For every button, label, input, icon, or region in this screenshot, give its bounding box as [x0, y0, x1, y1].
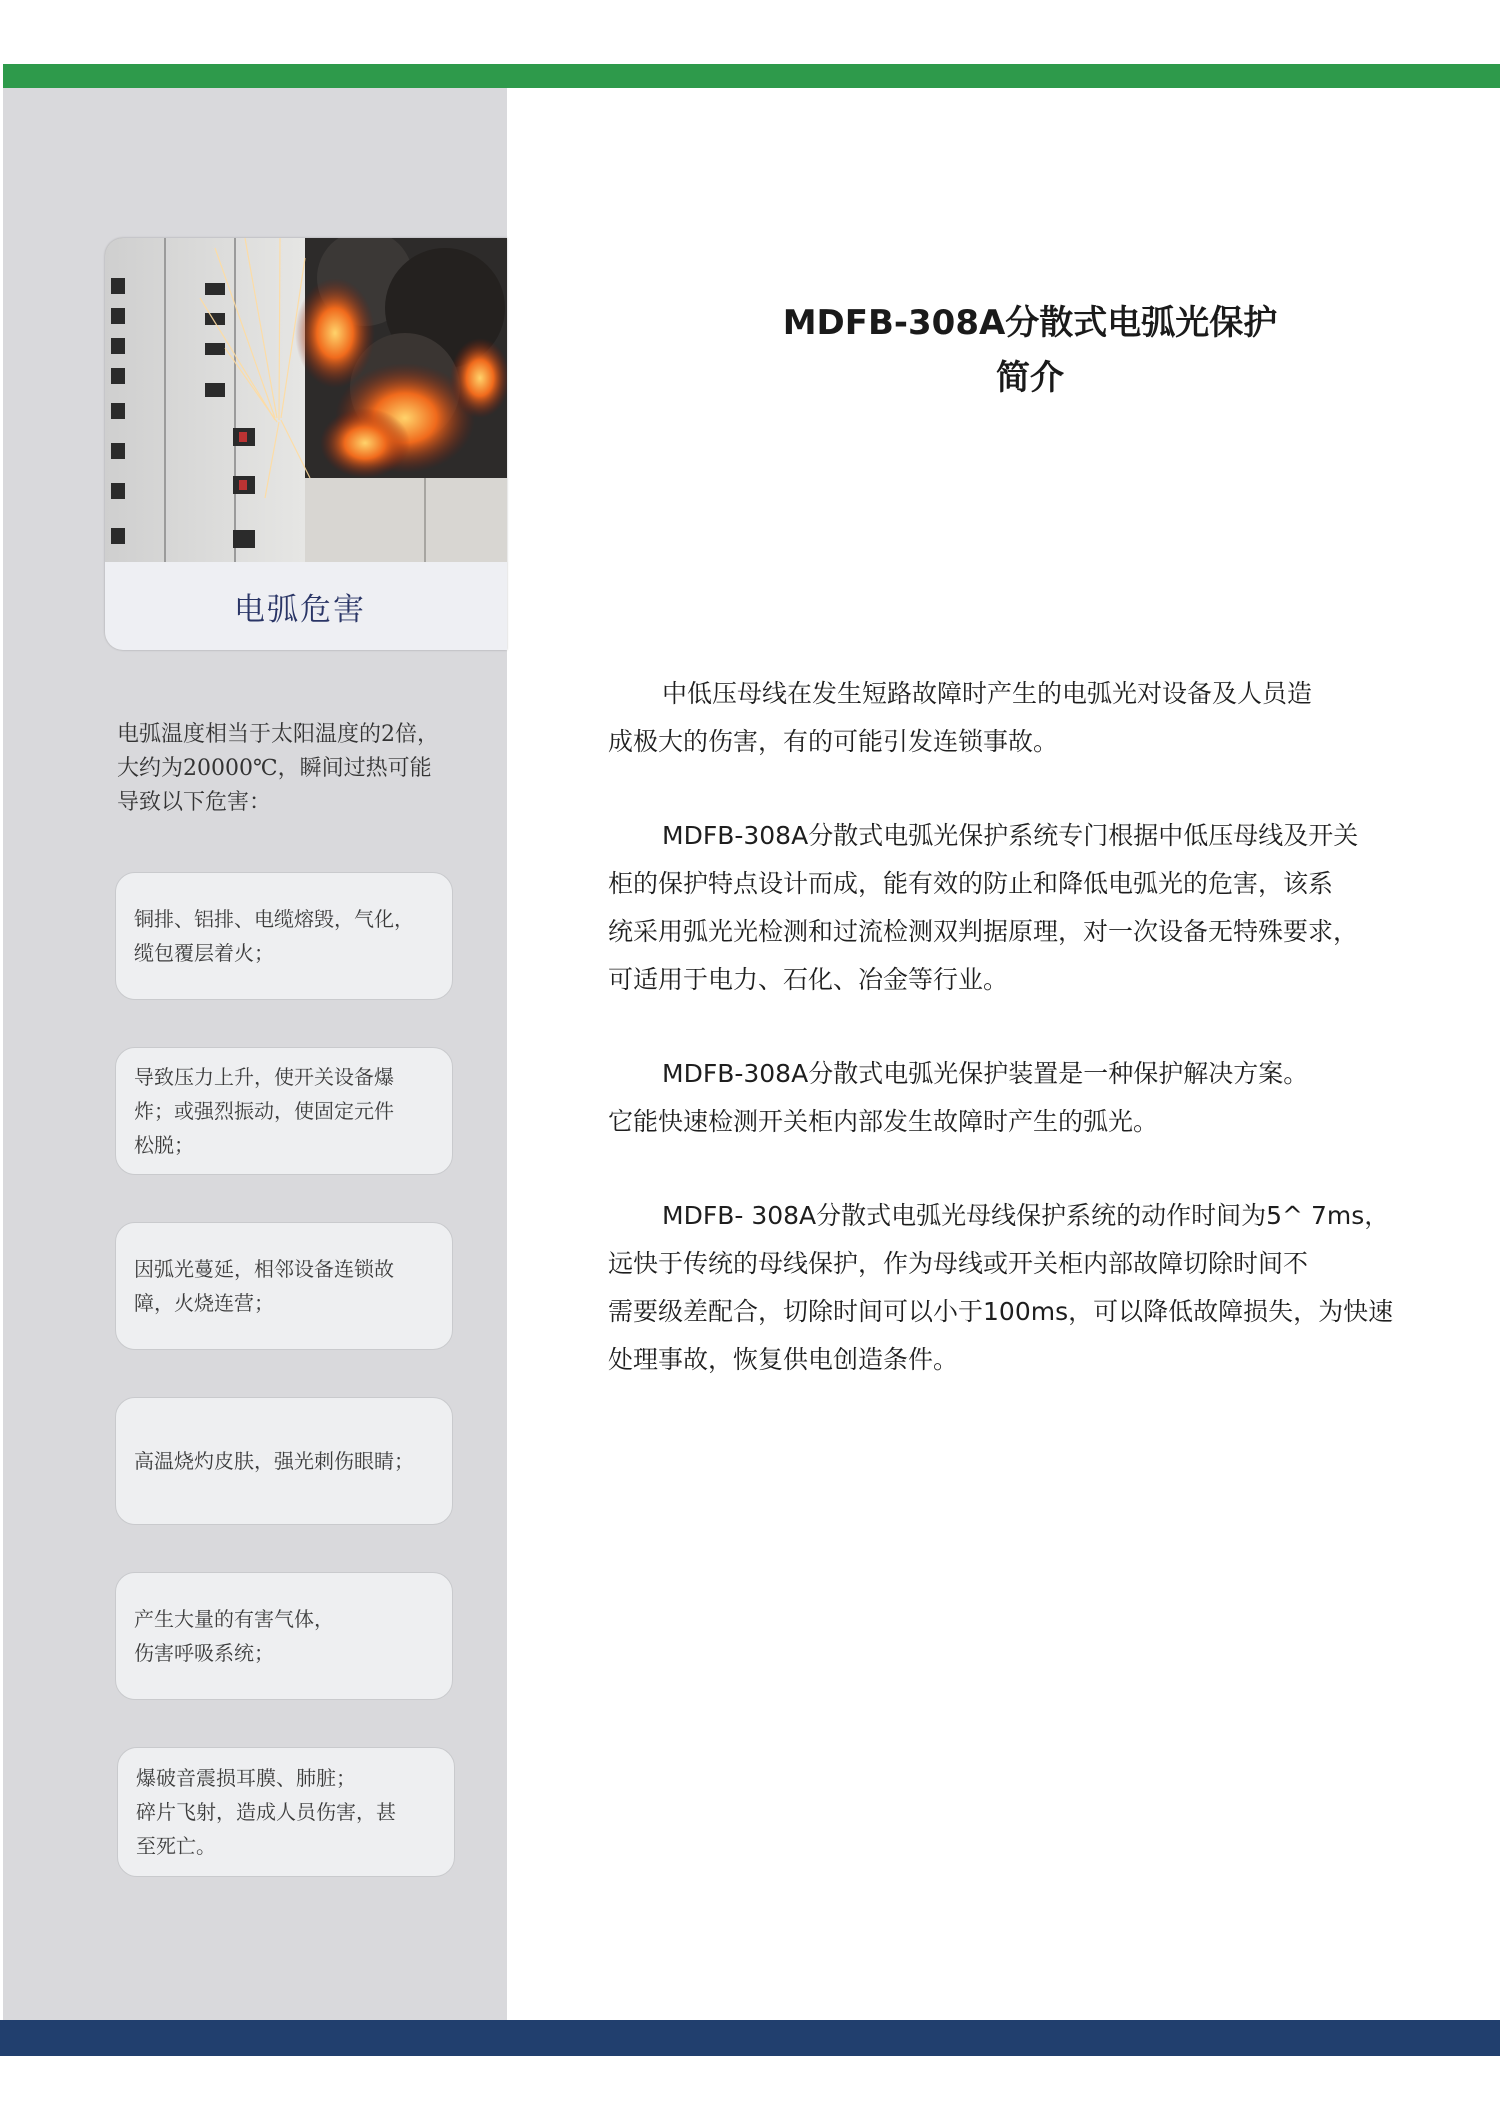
paragraph-line: 成极大的伤害，有的可能引发连锁事故。	[608, 727, 1059, 756]
title-line: MDFB-308A分散式电弧光保护	[782, 303, 1278, 343]
paragraph-line: 柜的保护特点设计而成，能有效的防止和降低电弧光的危害，该系	[608, 869, 1334, 898]
paragraph-line: 中低压母线在发生短路故障时产生的电弧光对设备及人员造	[662, 679, 1313, 708]
arc-flash-photo	[105, 238, 507, 562]
paragraph	[608, 812, 1428, 1004]
hazard-line: 导致压力上升，使开关设备爆	[134, 1065, 394, 1089]
hazard-line: 伤害呼吸系统；	[134, 1641, 274, 1665]
paragraph-line: 统采用弧光光检测和过流检测双判据原理，对一次设备无特殊要求，	[608, 917, 1359, 946]
paragraph-line: MDFB-308A分散式电弧光保护装置是一种保护解决方案。	[662, 1059, 1309, 1088]
bottom-accent-bar	[0, 2020, 1500, 2056]
hazard-box-toxic-gas	[115, 1572, 453, 1700]
paragraph-line: MDFB-308A分散式电弧光保护系统专门根据中低压母线及开关	[662, 821, 1359, 850]
hazard-box-blast	[117, 1747, 455, 1877]
paragraph-line: 处理事故，恢复供电创造条件。	[608, 1345, 959, 1374]
paragraph	[608, 1192, 1428, 1384]
title-subtitle: 简介	[996, 358, 1064, 398]
hazard-line: 铜排、铝排、电缆熔毁，气化，	[134, 907, 414, 931]
top-accent-bar	[3, 64, 1500, 88]
paragraph	[608, 1050, 1428, 1146]
hazard-line: 松脱；	[134, 1133, 194, 1157]
hazard-box-chain-fault	[115, 1222, 453, 1350]
hazard-line: 爆破音震损耳膜、肺脏；	[136, 1766, 356, 1790]
paragraph-line: 远快于传统的母线保护，作为母线或开关柜内部故障切除时间不	[608, 1249, 1309, 1278]
hazard-box-pressure	[115, 1047, 453, 1175]
sidebar-intro	[117, 718, 487, 820]
main-body	[608, 670, 1428, 1430]
hazard-line: 缆包覆层着火；	[134, 941, 274, 965]
hazard-line: 产生大量的有害气体，	[134, 1607, 334, 1631]
hazard-line: 炸；或强烈振动，使固定元件	[134, 1099, 394, 1123]
intro-line: 电弧温度相当于太阳温度的2倍，	[117, 722, 439, 747]
paragraph-line: 需要级差配合，切除时间可以小于100ms，可以降低故障损失，为快速	[608, 1297, 1394, 1326]
arc-hazard-caption: 电弧危害	[234, 591, 366, 628]
paragraph-line: 它能快速检测开关柜内部发生故障时产生的弧光。	[608, 1107, 1159, 1136]
paragraph-line: MDFB- 308A分散式电弧光母线保护系统的动作时间为5^ 7ms，	[662, 1201, 1390, 1230]
hazard-box-meltdown	[115, 872, 453, 1000]
hazard-line: 障，火烧连营；	[134, 1291, 274, 1315]
intro-line: 导致以下危害：	[117, 790, 272, 815]
arc-hazard-card	[105, 238, 507, 650]
intro-line: 大约为20000℃，瞬间过热可能	[117, 756, 432, 781]
paragraph-line: 可适用于电力、石化、冶金等行业。	[608, 965, 1009, 994]
hazard-line: 高温烧灼皮肤，强光刺伤眼睛；	[134, 1449, 414, 1473]
hazard-line: 碎片飞射，造成人员伤害，甚	[136, 1800, 396, 1824]
hazard-box-burns	[115, 1397, 453, 1525]
page-title	[760, 296, 1300, 406]
hazard-line: 至死亡。	[136, 1834, 216, 1858]
paragraph	[608, 670, 1428, 766]
hazard-line: 因弧光蔓延，相邻设备连锁故	[134, 1257, 394, 1281]
